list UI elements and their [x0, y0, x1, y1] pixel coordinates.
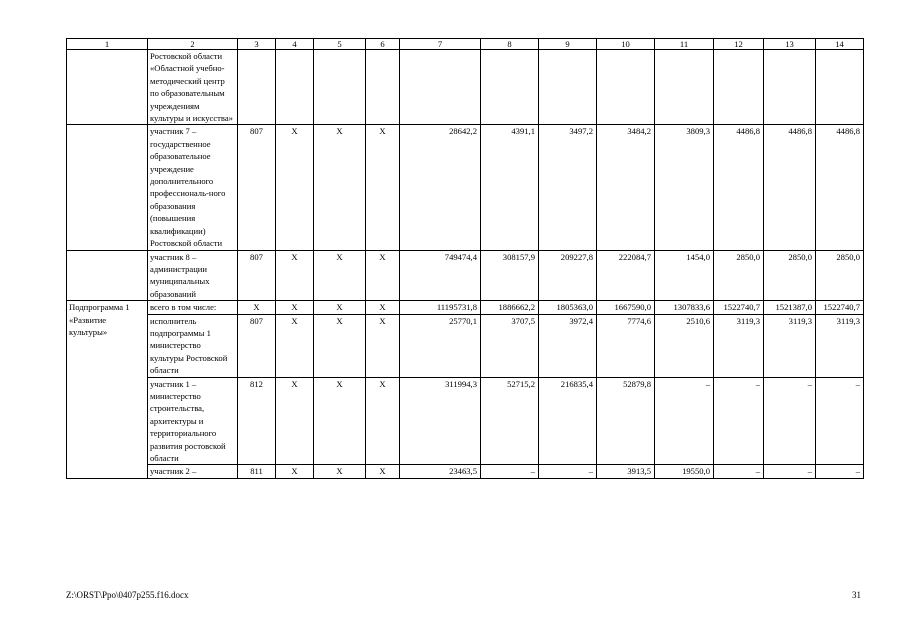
- amount-cell: 749474,4: [400, 250, 481, 301]
- amount-cell: 1307833,6: [655, 301, 714, 314]
- amount-cell: 1522740,7: [816, 301, 864, 314]
- amount-cell: –: [816, 377, 864, 465]
- mark-cell: X: [314, 125, 366, 250]
- column-number-row: [67, 39, 864, 50]
- participant-cell: исполнитель подпрограммы 1 министерство культуры Ростовской области: [148, 314, 238, 377]
- amount-cell: [816, 50, 864, 125]
- program-name-cell: [67, 50, 148, 125]
- code-cell: 811: [238, 465, 276, 478]
- amount-cell: 2850,0: [816, 250, 864, 301]
- table-row: [67, 301, 864, 314]
- amount-cell: 209227,8: [539, 250, 597, 301]
- amount-cell: [539, 50, 597, 125]
- table-row: [67, 125, 864, 250]
- amount-cell: 1667590,0: [597, 301, 655, 314]
- amount-cell: –: [714, 465, 764, 478]
- amount-cell: 2850,0: [764, 250, 816, 301]
- code-cell: 807: [238, 125, 276, 250]
- column-number: 11: [655, 39, 714, 50]
- mark-cell: X: [314, 465, 366, 478]
- amount-cell: 1454,0: [655, 250, 714, 301]
- amount-cell: 52715,2: [481, 377, 539, 465]
- participant-cell: участник 7 – государственное образовательное учреждение дополнительного профессиональ-ного образования (повышения квалификации) Ростовской области: [148, 125, 238, 250]
- amount-cell: 7774,6: [597, 314, 655, 377]
- amount-cell: –: [764, 465, 816, 478]
- code-cell: 807: [238, 314, 276, 377]
- footer-file-path: Z:\ORST\Ppo\0407p255.f16.docx: [66, 590, 189, 600]
- mark-cell: X: [314, 377, 366, 465]
- amount-cell: 1886662,2: [481, 301, 539, 314]
- program-name-cell: [67, 125, 148, 250]
- code-cell: 812: [238, 377, 276, 465]
- participant-cell: участник 1 – министерство строительства, архитектуры и территориального развития ростовской области: [148, 377, 238, 465]
- amount-cell: 3913,5: [597, 465, 655, 478]
- amount-cell: 23463,5: [400, 465, 481, 478]
- column-number: 6: [366, 39, 400, 50]
- amount-cell: 222084,7: [597, 250, 655, 301]
- amount-cell: 19550,0: [655, 465, 714, 478]
- amount-cell: [400, 50, 481, 125]
- mark-cell: X: [276, 377, 314, 465]
- amount-cell: –: [655, 377, 714, 465]
- mark-cell: X: [276, 465, 314, 478]
- code-cell: [238, 50, 276, 125]
- amount-cell: 3119,3: [764, 314, 816, 377]
- amount-cell: 2850,0: [714, 250, 764, 301]
- column-number: 14: [816, 39, 864, 50]
- participant-cell: Ростовской области «Областной учебно-методический центр по образовательным учреждениям культуры и искусства»: [148, 50, 238, 125]
- column-number: 10: [597, 39, 655, 50]
- amount-cell: [481, 50, 539, 125]
- mark-cell: [366, 50, 400, 125]
- mark-cell: [276, 50, 314, 125]
- amount-cell: 3972,4: [539, 314, 597, 377]
- amount-cell: [714, 50, 764, 125]
- column-number: 2: [148, 39, 238, 50]
- budget-table: [66, 38, 864, 479]
- amount-cell: 311994,3: [400, 377, 481, 465]
- amount-cell: –: [764, 377, 816, 465]
- table-row: [67, 377, 864, 465]
- amount-cell: 3119,3: [816, 314, 864, 377]
- amount-cell: 28642,2: [400, 125, 481, 250]
- amount-cell: 3707,5: [481, 314, 539, 377]
- column-number: 5: [314, 39, 366, 50]
- mark-cell: X: [314, 301, 366, 314]
- column-number: 4: [276, 39, 314, 50]
- mark-cell: X: [366, 301, 400, 314]
- amount-cell: –: [481, 465, 539, 478]
- mark-cell: X: [276, 250, 314, 301]
- mark-cell: X: [366, 314, 400, 377]
- amount-cell: 308157,9: [481, 250, 539, 301]
- amount-cell: [655, 50, 714, 125]
- column-number: 8: [481, 39, 539, 50]
- amount-cell: 216835,4: [539, 377, 597, 465]
- amount-cell: 1522740,7: [714, 301, 764, 314]
- table-row: [67, 314, 864, 377]
- amount-cell: 25770,1: [400, 314, 481, 377]
- participant-cell: всего в том числе:: [148, 301, 238, 314]
- table-row: [67, 465, 864, 478]
- amount-cell: 4391,1: [481, 125, 539, 250]
- amount-cell: 2510,6: [655, 314, 714, 377]
- program-name-cell: Подпрограмма 1 «Развитие культуры»: [67, 301, 148, 479]
- mark-cell: [314, 50, 366, 125]
- mark-cell: X: [276, 301, 314, 314]
- mark-cell: X: [366, 250, 400, 301]
- column-number: 3: [238, 39, 276, 50]
- program-name-cell: [67, 250, 148, 301]
- amount-cell: 52879,8: [597, 377, 655, 465]
- mark-cell: X: [276, 314, 314, 377]
- code-cell: 807: [238, 250, 276, 301]
- footer-page-number: 31: [852, 590, 861, 600]
- amount-cell: 4486,8: [764, 125, 816, 250]
- mark-cell: X: [366, 465, 400, 478]
- column-number: 12: [714, 39, 764, 50]
- mark-cell: X: [314, 250, 366, 301]
- column-number: 9: [539, 39, 597, 50]
- participant-cell: участник 2 –: [148, 465, 238, 478]
- amount-cell: 1805363,0: [539, 301, 597, 314]
- amount-cell: [764, 50, 816, 125]
- mark-cell: X: [366, 125, 400, 250]
- mark-cell: X: [314, 314, 366, 377]
- amount-cell: 11195731,8: [400, 301, 481, 314]
- amount-cell: –: [816, 465, 864, 478]
- amount-cell: 3484,2: [597, 125, 655, 250]
- amount-cell: 1521387,0: [764, 301, 816, 314]
- code-cell: X: [238, 301, 276, 314]
- amount-cell: 3119,3: [714, 314, 764, 377]
- participant-cell: участник 8 – администрации муниципальных образований: [148, 250, 238, 301]
- amount-cell: –: [714, 377, 764, 465]
- amount-cell: 3809,3: [655, 125, 714, 250]
- table-row: [67, 50, 864, 125]
- amount-cell: 4486,8: [714, 125, 764, 250]
- mark-cell: X: [366, 377, 400, 465]
- amount-cell: 3497,2: [539, 125, 597, 250]
- column-number: 1: [67, 39, 148, 50]
- amount-cell: 4486,8: [816, 125, 864, 250]
- table-row: [67, 250, 864, 301]
- amount-cell: –: [539, 465, 597, 478]
- amount-cell: [597, 50, 655, 125]
- column-number: 13: [764, 39, 816, 50]
- mark-cell: X: [276, 125, 314, 250]
- column-number: 7: [400, 39, 481, 50]
